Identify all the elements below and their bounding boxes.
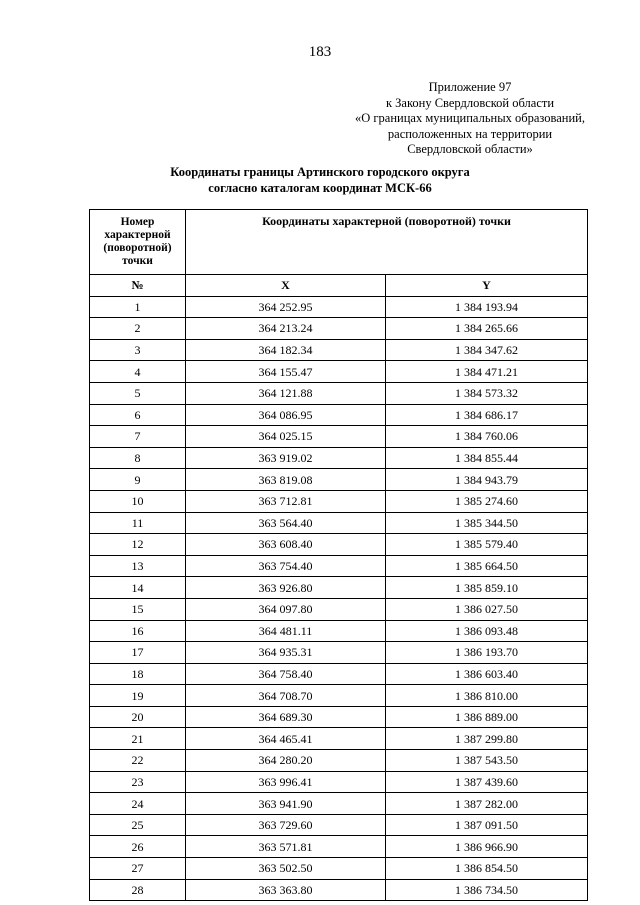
table-row bbox=[90, 771, 588, 793]
point-number-cell: 9 bbox=[90, 469, 186, 491]
y-coordinate-cell: 1 384 265.66 bbox=[386, 318, 588, 340]
point-number-cell: 18 bbox=[90, 663, 186, 685]
column-number: № bbox=[90, 275, 186, 297]
y-coordinate-cell: 1 386 027.50 bbox=[386, 598, 588, 620]
point-number-cell: 11 bbox=[90, 512, 186, 534]
point-number-cell: 25 bbox=[90, 814, 186, 836]
header-point-number: Номер характерной (поворотной) точки bbox=[90, 210, 186, 275]
y-coordinate-cell: 1 384 347.62 bbox=[386, 339, 588, 361]
point-number-cell: 16 bbox=[90, 620, 186, 642]
column-x: X bbox=[186, 275, 386, 297]
y-coordinate-cell: 1 385 664.50 bbox=[386, 555, 588, 577]
y-coordinate-cell: 1 384 193.94 bbox=[386, 296, 588, 318]
table-row bbox=[90, 469, 588, 491]
table-row bbox=[90, 577, 588, 599]
point-number-cell: 5 bbox=[90, 382, 186, 404]
x-coordinate-cell: 364 465.41 bbox=[186, 728, 386, 750]
x-coordinate-cell: 364 252.95 bbox=[186, 296, 386, 318]
appendix-note bbox=[320, 80, 620, 158]
appendix-line: Свердловской области» bbox=[407, 142, 533, 156]
point-number-cell: 20 bbox=[90, 706, 186, 728]
table-row bbox=[90, 490, 588, 512]
y-coordinate-cell: 1 386 734.50 bbox=[386, 879, 588, 901]
x-coordinate-cell: 364 025.15 bbox=[186, 426, 386, 448]
x-coordinate-cell: 363 996.41 bbox=[186, 771, 386, 793]
point-number-cell: 27 bbox=[90, 858, 186, 880]
table-row bbox=[90, 426, 588, 448]
y-coordinate-cell: 1 387 091.50 bbox=[386, 814, 588, 836]
point-number-cell: 22 bbox=[90, 750, 186, 772]
x-coordinate-cell: 364 182.34 bbox=[186, 339, 386, 361]
appendix-line: «О границах муниципальных образований, bbox=[355, 111, 585, 125]
x-coordinate-cell: 363 941.90 bbox=[186, 793, 386, 815]
x-coordinate-cell: 363 729.60 bbox=[186, 814, 386, 836]
header-coordinates: Координаты характерной (поворотной) точки bbox=[186, 210, 588, 275]
point-number-cell: 4 bbox=[90, 361, 186, 383]
table-row bbox=[90, 382, 588, 404]
page-number: 183 bbox=[308, 44, 332, 60]
point-number-cell: 7 bbox=[90, 426, 186, 448]
table-row bbox=[90, 339, 588, 361]
coordinates-table bbox=[89, 209, 588, 901]
y-coordinate-cell: 1 385 274.60 bbox=[386, 490, 588, 512]
y-coordinate-cell: 1 384 855.44 bbox=[386, 447, 588, 469]
x-coordinate-cell: 364 097.80 bbox=[186, 598, 386, 620]
x-coordinate-cell: 364 121.88 bbox=[186, 382, 386, 404]
appendix-line: Приложение 97 bbox=[428, 80, 512, 94]
title-line: согласно каталогам координат МСК-66 bbox=[208, 180, 432, 195]
title-line: Координаты границы Артинского городского округа bbox=[170, 165, 470, 179]
appendix-line: расположенных на территории bbox=[387, 126, 553, 141]
x-coordinate-cell: 363 712.81 bbox=[186, 490, 386, 512]
table-row bbox=[90, 728, 588, 750]
y-coordinate-cell: 1 386 966.90 bbox=[386, 836, 588, 858]
x-coordinate-cell: 363 363.80 bbox=[186, 879, 386, 901]
table-row bbox=[90, 296, 588, 318]
point-number-cell: 21 bbox=[90, 728, 186, 750]
table-row bbox=[90, 555, 588, 577]
table-row bbox=[90, 793, 588, 815]
x-coordinate-cell: 363 608.40 bbox=[186, 534, 386, 556]
point-number-cell: 19 bbox=[90, 685, 186, 707]
table-row bbox=[90, 663, 588, 685]
table-row bbox=[90, 404, 588, 426]
x-coordinate-cell: 364 155.47 bbox=[186, 361, 386, 383]
y-coordinate-cell: 1 384 686.17 bbox=[386, 404, 588, 426]
table-row bbox=[90, 598, 588, 620]
y-coordinate-cell: 1 386 603.40 bbox=[386, 663, 588, 685]
appendix-line: к Закону Свердловской области bbox=[385, 95, 555, 110]
x-coordinate-cell: 364 481.11 bbox=[186, 620, 386, 642]
table-row bbox=[90, 706, 588, 728]
point-number-cell: 2 bbox=[90, 318, 186, 340]
x-coordinate-cell: 363 819.08 bbox=[186, 469, 386, 491]
y-coordinate-cell: 1 384 760.06 bbox=[386, 426, 588, 448]
y-coordinate-cell: 1 387 543.50 bbox=[386, 750, 588, 772]
table-row bbox=[90, 361, 588, 383]
point-number-cell: 17 bbox=[90, 642, 186, 664]
table-row bbox=[90, 447, 588, 469]
y-coordinate-cell: 1 386 093.48 bbox=[386, 620, 588, 642]
x-coordinate-cell: 364 086.95 bbox=[186, 404, 386, 426]
table-row bbox=[90, 642, 588, 664]
point-number-cell: 10 bbox=[90, 490, 186, 512]
x-coordinate-cell: 364 280.20 bbox=[186, 750, 386, 772]
table-row bbox=[90, 318, 588, 340]
y-coordinate-cell: 1 387 299.80 bbox=[386, 728, 588, 750]
table-row bbox=[90, 512, 588, 534]
x-coordinate-cell: 364 213.24 bbox=[186, 318, 386, 340]
y-coordinate-cell: 1 386 854.50 bbox=[386, 858, 588, 880]
x-coordinate-cell: 363 754.40 bbox=[186, 555, 386, 577]
table-header-row bbox=[90, 210, 588, 275]
column-y: Y bbox=[386, 275, 588, 297]
table-row bbox=[90, 685, 588, 707]
table-row bbox=[90, 836, 588, 858]
y-coordinate-cell: 1 385 579.40 bbox=[386, 534, 588, 556]
point-number-cell: 23 bbox=[90, 771, 186, 793]
y-coordinate-cell: 1 386 193.70 bbox=[386, 642, 588, 664]
point-number-cell: 26 bbox=[90, 836, 186, 858]
y-coordinate-cell: 1 385 344.50 bbox=[386, 512, 588, 534]
table-row bbox=[90, 858, 588, 880]
x-coordinate-cell: 363 919.02 bbox=[186, 447, 386, 469]
y-coordinate-cell: 1 386 810.00 bbox=[386, 685, 588, 707]
x-coordinate-cell: 364 689.30 bbox=[186, 706, 386, 728]
table-subheader-row bbox=[90, 275, 588, 297]
document-title bbox=[0, 165, 640, 196]
y-coordinate-cell: 1 387 439.60 bbox=[386, 771, 588, 793]
point-number-cell: 1 bbox=[90, 296, 186, 318]
x-coordinate-cell: 364 935.31 bbox=[186, 642, 386, 664]
x-coordinate-cell: 364 758.40 bbox=[186, 663, 386, 685]
table-row bbox=[90, 814, 588, 836]
point-number-cell: 6 bbox=[90, 404, 186, 426]
point-number-cell: 24 bbox=[90, 793, 186, 815]
point-number-cell: 12 bbox=[90, 534, 186, 556]
point-number-cell: 14 bbox=[90, 577, 186, 599]
table-row bbox=[90, 879, 588, 901]
x-coordinate-cell: 363 926.80 bbox=[186, 577, 386, 599]
table-row bbox=[90, 534, 588, 556]
y-coordinate-cell: 1 387 282.00 bbox=[386, 793, 588, 815]
x-coordinate-cell: 364 708.70 bbox=[186, 685, 386, 707]
y-coordinate-cell: 1 384 943.79 bbox=[386, 469, 588, 491]
y-coordinate-cell: 1 384 573.32 bbox=[386, 382, 588, 404]
x-coordinate-cell: 363 502.50 bbox=[186, 858, 386, 880]
point-number-cell: 8 bbox=[90, 447, 186, 469]
point-number-cell: 15 bbox=[90, 598, 186, 620]
point-number-cell: 28 bbox=[90, 879, 186, 901]
y-coordinate-cell: 1 386 889.00 bbox=[386, 706, 588, 728]
table-row bbox=[90, 750, 588, 772]
point-number-cell: 13 bbox=[90, 555, 186, 577]
y-coordinate-cell: 1 385 859.10 bbox=[386, 577, 588, 599]
x-coordinate-cell: 363 564.40 bbox=[186, 512, 386, 534]
x-coordinate-cell: 363 571.81 bbox=[186, 836, 386, 858]
point-number-cell: 3 bbox=[90, 339, 186, 361]
table-row bbox=[90, 620, 588, 642]
y-coordinate-cell: 1 384 471.21 bbox=[386, 361, 588, 383]
